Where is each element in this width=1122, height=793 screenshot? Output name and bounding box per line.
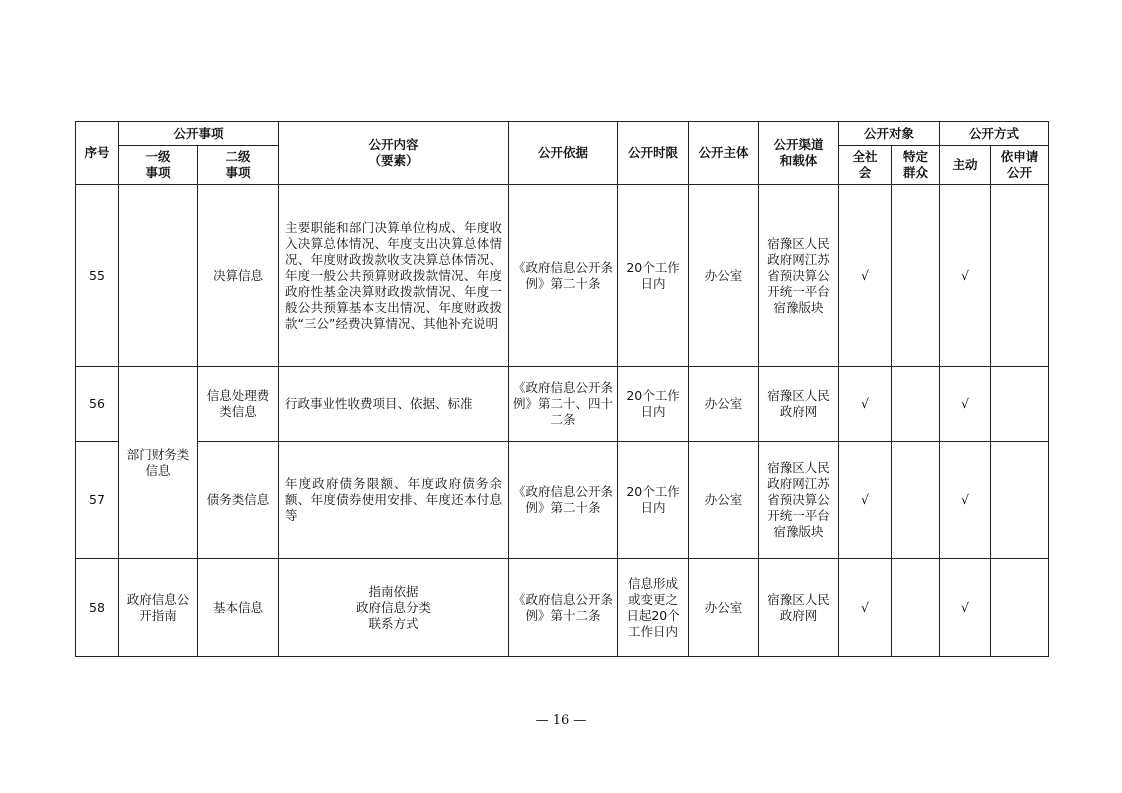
disclosure-table: [75, 121, 1049, 657]
content-cell: 指南依据 政府信息分类 联系方式: [279, 559, 509, 657]
header-society: 全社 会: [839, 146, 892, 185]
header-active: 主动: [940, 146, 991, 185]
header-seq: 序号: [76, 122, 119, 185]
header-target: 公开对象: [839, 122, 940, 146]
table-row: [76, 559, 1049, 657]
header-channel: 公开渠道 和载体: [759, 122, 839, 185]
society-check: √: [839, 559, 892, 657]
seq-cell: 57: [76, 442, 119, 559]
subject-cell: 办公室: [689, 442, 759, 559]
level1-cell: [119, 185, 198, 367]
on-request-check: [991, 442, 1049, 559]
active-check: √: [940, 442, 991, 559]
specific-check: [892, 442, 940, 559]
subject-cell: 办公室: [689, 367, 759, 442]
on-request-check: [991, 367, 1049, 442]
basis-cell: 《政府信息公开条例》第二十条: [509, 442, 618, 559]
on-request-check: [991, 559, 1049, 657]
header-basis: 公开依据: [509, 122, 618, 185]
level1-cell: 政府信息公开指南: [119, 559, 198, 657]
level2-cell: 基本信息: [198, 559, 279, 657]
channel-cell: 宿豫区人民政府网: [759, 559, 839, 657]
header-items: 公开事项: [119, 122, 279, 146]
level1-cell: 部门财务类信息: [119, 367, 198, 559]
society-check: √: [839, 185, 892, 367]
seq-cell: 55: [76, 185, 119, 367]
channel-cell: 宿豫区人民政府网江苏省预决算公开统一平台宿豫版块: [759, 442, 839, 559]
specific-check: [892, 367, 940, 442]
header-on-request: 依申请 公开: [991, 146, 1049, 185]
header-content: 公开内容 （要素）: [279, 122, 509, 185]
specific-check: [892, 559, 940, 657]
table-row: [76, 367, 1049, 442]
header-level1: 一级 事项: [119, 146, 198, 185]
basis-cell: 《政府信息公开条例》第二十、四十二条: [509, 367, 618, 442]
level2-cell: 债务类信息: [198, 442, 279, 559]
page-number: — 16 —: [535, 713, 587, 728]
level2-cell: 决算信息: [198, 185, 279, 367]
channel-cell: 宿豫区人民政府网江苏省预决算公开统一平台宿豫版块: [759, 185, 839, 367]
active-check: √: [940, 185, 991, 367]
specific-check: [892, 185, 940, 367]
subject-cell: 办公室: [689, 185, 759, 367]
content-cell: 行政事业性收费项目、依据、标准: [279, 367, 509, 442]
channel-cell: 宿豫区人民政府网: [759, 367, 839, 442]
basis-cell: 《政府信息公开条例》第二十条: [509, 185, 618, 367]
society-check: √: [839, 367, 892, 442]
header-specific: 特定 群众: [892, 146, 940, 185]
on-request-check: [991, 185, 1049, 367]
active-check: √: [940, 559, 991, 657]
header-time-limit: 公开时限: [618, 122, 689, 185]
basis-cell: 《政府信息公开条例》第十二条: [509, 559, 618, 657]
seq-cell: 56: [76, 367, 119, 442]
table-row: [76, 442, 1049, 559]
header-level2: 二级 事项: [198, 146, 279, 185]
time-limit-cell: 信息形成或变更之日起20个工作日内: [618, 559, 689, 657]
society-check: √: [839, 442, 892, 559]
table-row: [76, 185, 1049, 367]
header-method: 公开方式: [940, 122, 1049, 146]
time-limit-cell: 20个工作日内: [618, 442, 689, 559]
content-cell: 年度政府债务限额、年度政府债务余额、年度债券使用安排、年度还本付息等: [279, 442, 509, 559]
time-limit-cell: 20个工作日内: [618, 367, 689, 442]
subject-cell: 办公室: [689, 559, 759, 657]
active-check: √: [940, 367, 991, 442]
content-cell: 主要职能和部门决算单位构成、年度收入决算总体情况、年度支出决算总体情况、年度财政拨款收支决算总体情况、年度一般公共预算财政拨款情况、年度政府性基金决算财政拨款情况、年度一般公共预算基本支出情况、年度财政拨款“三公”经费决算情况、其他补充说明: [279, 185, 509, 367]
header-subject: 公开主体: [689, 122, 759, 185]
seq-cell: 58: [76, 559, 119, 657]
level2-cell: 信息处理费类信息: [198, 367, 279, 442]
time-limit-cell: 20个工作日内: [618, 185, 689, 367]
